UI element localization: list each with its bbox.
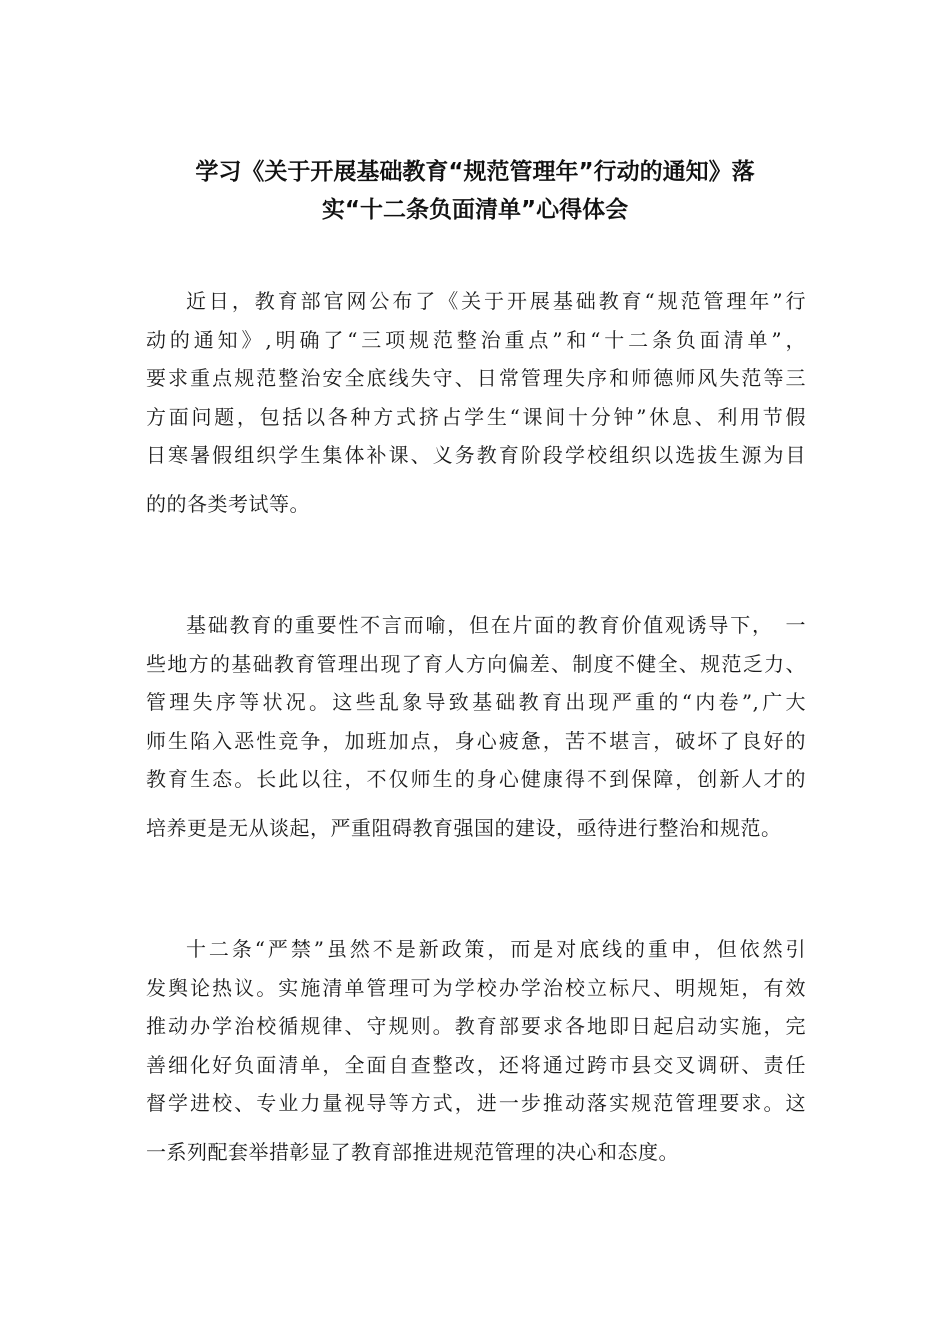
paragraph-line: 的的各类考试等。: [146, 491, 310, 516]
paragraph-2: [146, 606, 806, 847]
paragraph-line: 督学进校、专业力量视导等方式，进一步推动落实规范管理要求。这: [146, 1091, 806, 1115]
paragraph-line: 师生陷入恶性竞争，加班加点，身心疲惫，苦不堪言，破坏了良好的: [146, 728, 806, 753]
paragraph-line: 方面问题，包括以各种方式挤占学生“课间十分钟”休息、利用节假: [146, 404, 806, 429]
paragraph-line: 些地方的基础教育管理出现了育人方向偏差、制度不健全、规范乏力、: [146, 651, 806, 676]
paragraph-line: 管理失序等状况。这些乱象导致基础教育出现严重的“内卷”,广大: [146, 690, 806, 714]
paragraph-1: [146, 282, 806, 523]
paragraph-line: 教育生态。长此以往，不仅师生的身心健康得不到保障，创新人才的: [146, 767, 806, 791]
paragraph-line: 十二条“严禁”虽然不是新政策，而是对底线的重申，但依然引: [186, 937, 806, 961]
title-line: 实“十二条负面清单”心得体会: [321, 197, 629, 223]
paragraph-line: 推动办学治校循规律、守规则。教育部要求各地即日起启动实施，完: [146, 1014, 806, 1038]
title-line: 学习《关于开展基础教育“规范管理年”行动的通知》落: [195, 159, 755, 185]
paragraph-line: 善细化好负面清单，全面自查整改，还将通过跨市县交叉调研、责任: [146, 1052, 806, 1077]
paragraph-line: 基础教育的重要性不言而喻，但在片面的教育价值观诱导下， 一: [186, 613, 806, 637]
paragraph-line: 发舆论热议。实施清单管理可为学校办学治校立标尺、明规矩，有效: [146, 975, 806, 1000]
paragraph-line: 动的通知》,明确了“三项规范整治重点”和“十二条负面清单”，: [146, 327, 806, 352]
paragraph-line: 近日，教育部官网公布了《关于开展基础教育“规范管理年”行: [186, 289, 806, 313]
document-title: [140, 153, 810, 229]
paragraph-line: 要求重点规范整治安全底线失守、日常管理失序和师德师风失范等三: [146, 366, 806, 390]
paragraph-line: 一系列配套举措彰显了教育部推进规范管理的决心和态度。: [146, 1139, 679, 1164]
paragraph-3: [146, 930, 806, 1171]
paragraph-line: 培养更是无从谈起，严重阻碍教育强国的建设，亟待进行整治和规范。: [146, 815, 782, 840]
paragraph-line: 日寒暑假组织学生集体补课、义务教育阶段学校组织以选拔生源为目: [146, 443, 806, 467]
